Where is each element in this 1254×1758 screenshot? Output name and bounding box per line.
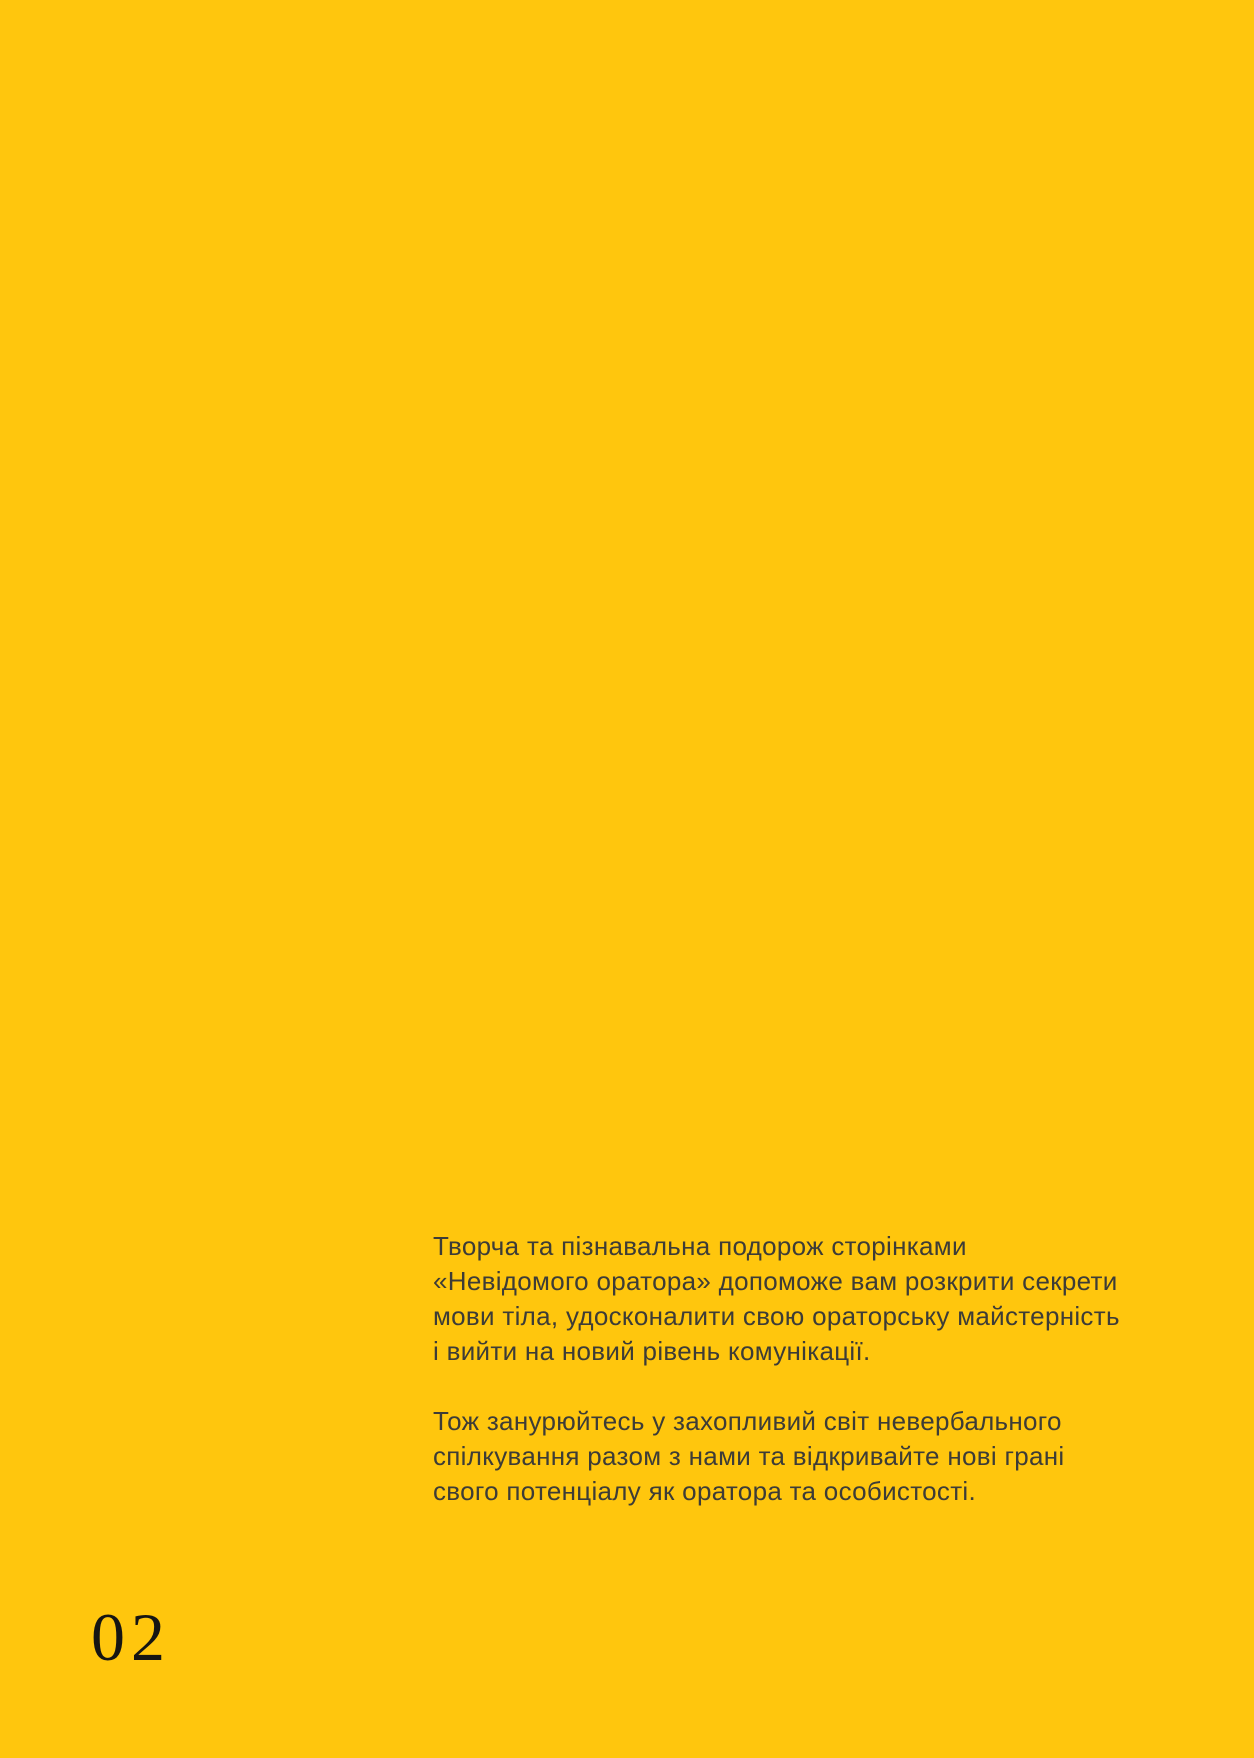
paragraph-line: свого потенціалу як оратора та особистості.	[433, 1476, 977, 1506]
paragraph-line: «Невідомого оратора» допоможе вам розкрити секрети	[433, 1266, 1118, 1296]
intro-paragraph-1	[433, 1229, 1193, 1369]
intro-paragraph-2	[433, 1404, 1193, 1509]
paragraph-line: спілкування разом з нами та відкривайте нові грані	[433, 1441, 1065, 1471]
paragraph-line: мови тіла, удосконалити свою ораторську майстерність	[433, 1301, 1120, 1331]
paragraph-line: і вийти на новий рівень комунікації.	[433, 1336, 871, 1366]
intro-text-block	[433, 1229, 1193, 1509]
paragraph-line: Тож занурюйтесь у захопливий світ невербального	[433, 1406, 1062, 1436]
page-number: 02	[91, 1599, 171, 1675]
paragraph-line: Творча та пізнавальна подорож сторінками	[433, 1231, 967, 1261]
